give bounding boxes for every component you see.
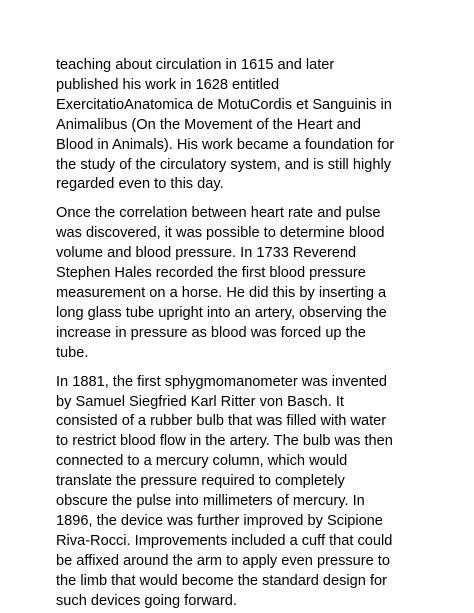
text-line: teaching about circulation in 1615 and later: [56, 57, 335, 73]
text-line: long glass tube upright into an artery, observing the: [56, 304, 387, 321]
text-line: Riva-Rocci. Improvements included a cuff that could: [56, 532, 393, 549]
text-line: was discovered, it was possible to determine blood: [56, 225, 385, 242]
text-line: volume and blood pressure. In 1733 Reverend: [56, 245, 357, 262]
text-line: ExercitatioAnatomica de MotuCordis et Sanguinis in: [56, 96, 392, 113]
paragraph-sphygmomanometer: [56, 373, 418, 612]
text-line: be affixed around the arm to apply even pressure to: [56, 552, 390, 569]
text-line: Animalibus (On the Movement of the Heart and: [56, 116, 362, 133]
text-line: such devices going forward.: [56, 592, 237, 609]
text-line: by Samuel Siegfried Karl Ritter von Basch. It: [56, 393, 344, 410]
text-line: measurement on a horse. He did this by inserting a: [56, 284, 387, 301]
text-line: connected to a mercury column, which would: [56, 453, 348, 470]
text-line: consisted of a rubber bulb that was filled with water: [56, 413, 387, 430]
text-line: 1896, the device was further improved by Scipione: [56, 512, 383, 529]
text-line: to restrict blood flow in the artery. The bulb was then: [56, 433, 393, 450]
text-line: published his work in 1628 entitled: [56, 76, 280, 93]
text-line: Stephen Hales recorded the first blood pressure: [56, 265, 366, 282]
text-line: the limb that would become the standard design for: [56, 572, 387, 589]
text-line: regarded even to this day.: [56, 176, 224, 193]
text-line: the study of the circulatory system, and is still highly: [56, 156, 391, 173]
text-line: In 1881, the first sphygmomanometer was invented: [56, 373, 387, 390]
text-line: increase in pressure as blood was forced up the: [56, 324, 366, 341]
text-line: Once the correlation between heart rate and pulse: [56, 205, 381, 222]
paragraph-hales: [56, 204, 418, 363]
text-line: translate the pressure required to completely: [56, 473, 345, 490]
text-line: Blood in Animals). His work became a foundation for: [56, 136, 395, 153]
text-line: obscure the pulse into millimeters of mercury. In: [56, 493, 365, 510]
paragraph-harvey: [56, 56, 418, 195]
text-line: tube.: [56, 344, 89, 361]
